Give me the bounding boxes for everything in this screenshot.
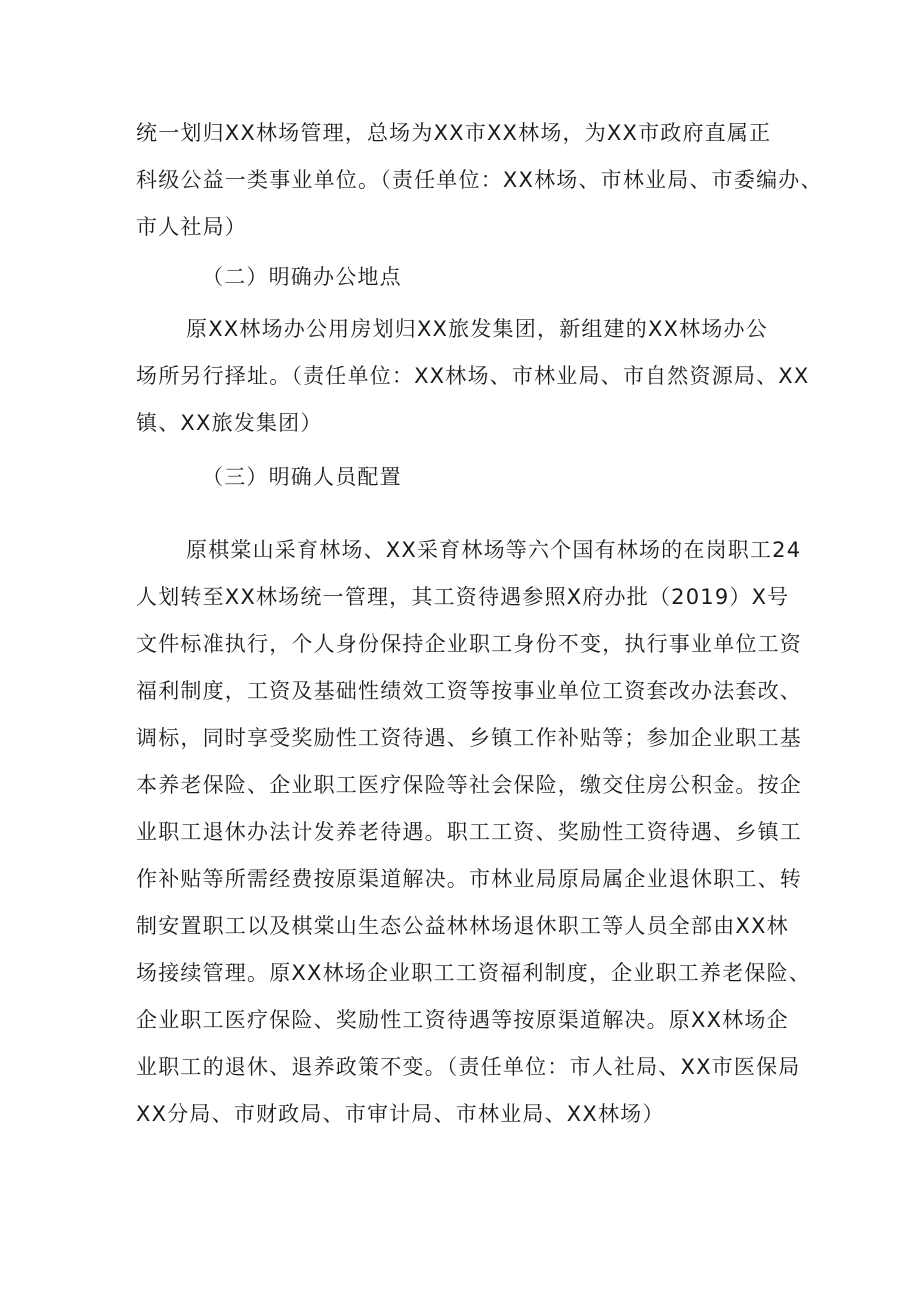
paragraph-line: 本养老保险、企业职工医疗保险等社会保险，缴交住房公积金。按企 (136, 773, 802, 797)
paragraph-line: 人划转至XX林场统一管理，其工资待遇参照X府办批（2019）X号 (136, 585, 790, 609)
paragraph-line: 业职工退休办法计发养老待遇。职工工资、奖励性工资待遇、乡镇工 (136, 820, 802, 844)
paragraph-line: 场接续管理。原XX林场企业职工工资福利制度，企业职工养老保险、 (136, 961, 811, 985)
paragraph-3 (136, 527, 811, 1138)
paragraph-line: 文件标准执行，个人身份保持企业职工身份不变，执行事业单位工资 (136, 632, 802, 656)
paragraph-1 (136, 110, 823, 251)
paragraph-line: 科级公益一类事业单位。（责任单位：XX林场、市林业局、市委编办、 (136, 168, 823, 192)
paragraph-line: 场所另行择址。（责任单位：XX林场、市林业局、市自然资源局、XX (136, 364, 810, 388)
section-heading: （二）明确办公地点 (202, 265, 402, 289)
paragraph-line: 调标，同时享受奖励性工资待遇、乡镇工作补贴等；参加企业职工基 (136, 726, 802, 750)
paragraph-line: 业职工的退休、退养政策不变。（责任单位：市人社局、XX市医保局 (136, 1055, 801, 1079)
paragraph-line: XX分局、市财政局、市审计局、市林业局、XX林场） (136, 1102, 665, 1126)
paragraph-line: 原棋棠山采育林场、XX采育林场等六个国有林场的在岗职工24 (186, 538, 802, 562)
paragraph-line: 企业职工医疗保险、奖励性工资待遇等按原渠道解决。原XX林场企 (136, 1008, 789, 1032)
paragraph-line: 统一划归XX林场管理，总场为XX市XX林场，为XX市政府直属正 (136, 121, 772, 145)
paragraph-line: 镇、XX旅发集团） (136, 411, 323, 435)
paragraph-line: 原XX林场办公用房划归XX旅发集团，新组建的XX林场办公 (186, 317, 768, 341)
paragraph-line: 福利制度，工资及基础性绩效工资等按事业单位工资套改办法套改、 (136, 679, 802, 703)
paragraph-2 (136, 306, 810, 447)
paragraph-line: 作补贴等所需经费按原渠道解决。市林业局原局属企业退休职工、转 (136, 867, 802, 891)
paragraph-line: 市人社局） (136, 215, 247, 239)
section-heading-2 (136, 254, 796, 301)
section-heading-3 (136, 454, 796, 501)
section-heading: （三）明确人员配置 (202, 465, 402, 489)
paragraph-line: 制安置职工以及棋棠山生态公益林林场退休职工等人员全部由XX林 (136, 914, 789, 938)
